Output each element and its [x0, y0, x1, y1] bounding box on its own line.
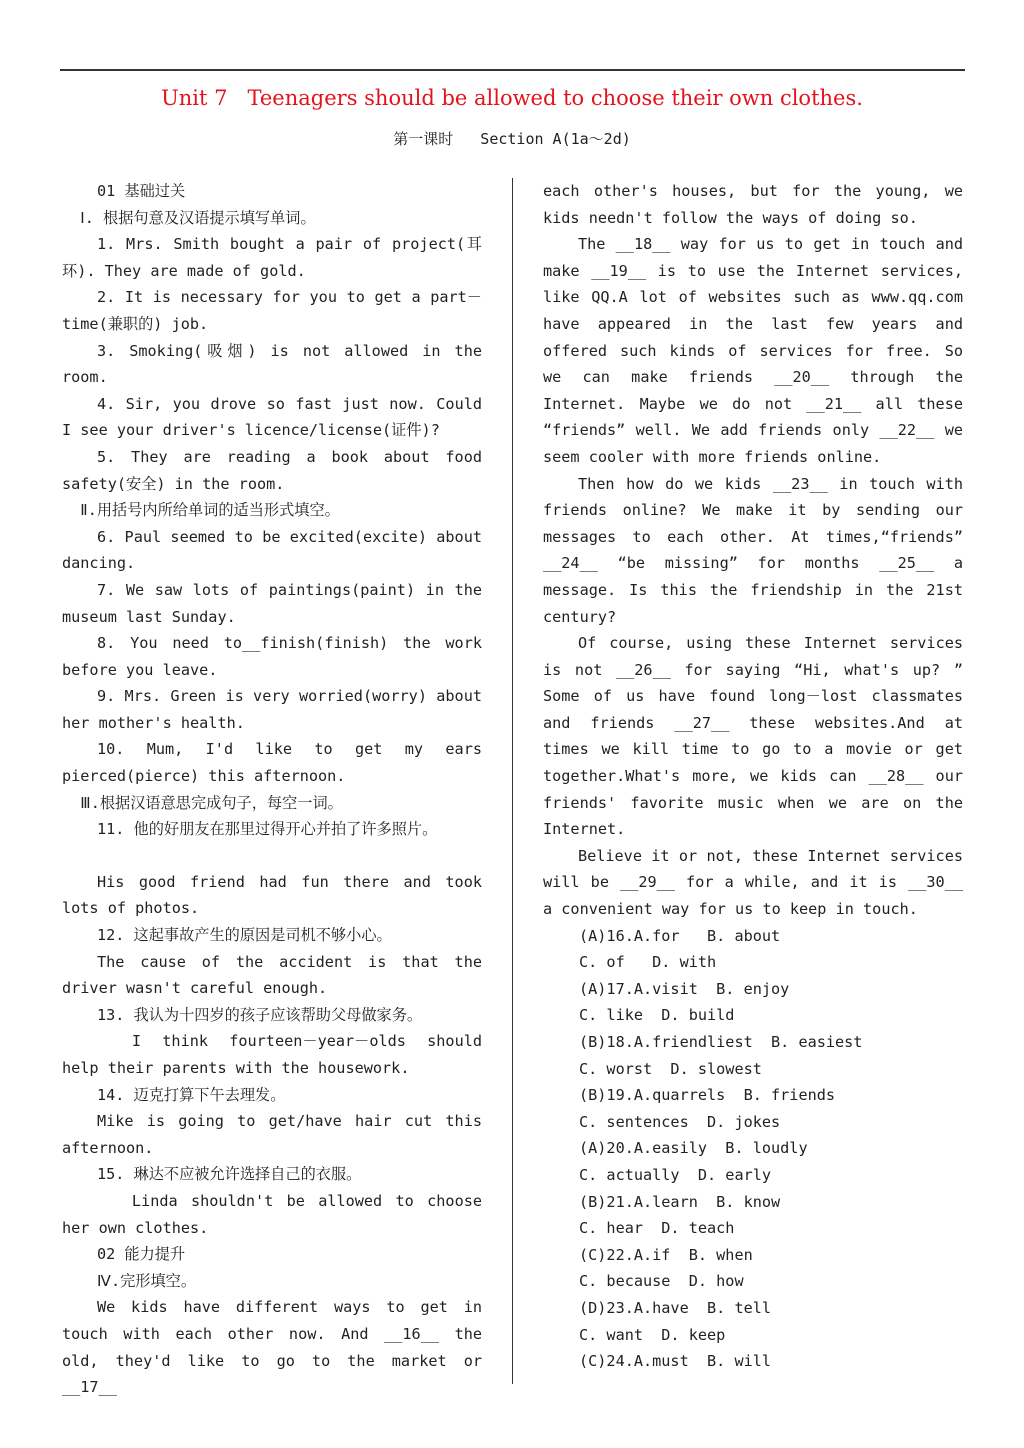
question-13: 13. 我认为十四岁的孩子应该帮助父母做家务。	[96, 1005, 423, 1024]
column-divider	[512, 178, 513, 1384]
header-rule	[60, 69, 965, 71]
option-line: (A)20.A.easily B. loudly	[579, 1139, 808, 1158]
passage-paragraph-5: Believe it or not, these Internet services will be __29__ for a while, and it is __30__ a convenient way for us to keep in touch.	[543, 846, 963, 919]
question-2: 2. It is necessary for you to get a part－time(兼职的) job.	[62, 288, 482, 333]
option-line: (B)18.A.friendliest B. easiest	[579, 1033, 863, 1051]
part-heading-2: Ⅱ.用括号内所给单词的适当形式填空。	[80, 501, 340, 520]
option-line: C. want D. keep	[579, 1325, 726, 1344]
question-3: 3. Smoking(吸烟) is not allowed in the room.	[62, 341, 482, 387]
option-line: C. because D. how	[579, 1272, 744, 1291]
option-line: C. of D. with	[579, 953, 717, 972]
section-heading-advanced: 02 能力提升	[96, 1245, 186, 1264]
option-line: (A)16.A.for B. about	[579, 926, 781, 945]
section-heading-basic: 01 基础过关	[96, 182, 186, 200]
question-12: 12. 这起事故产生的原因是司机不够小心。	[96, 926, 392, 945]
part-heading-1: Ⅰ. 根据句意及汉语提示填写单词。	[80, 208, 316, 227]
answer-14: Mike is going to get/have hair cut this afternoon.	[62, 1112, 482, 1157]
option-line: C. like D. build	[579, 1006, 735, 1025]
option-line: (B)19.A.quarrels B. friends	[579, 1086, 836, 1105]
option-line: (C)24.A.must B. will	[579, 1352, 772, 1371]
answer-13: I think fourteen－year－olds should help their parents with the housework.	[62, 1032, 482, 1077]
option-line: (B)21.A.learn B. know	[579, 1192, 781, 1211]
option-line: C. hear D. teach	[579, 1219, 735, 1238]
passage-paragraph-4: Of course, using these Internet services is not __26__ for saying “Hi, what's up? ” Some of us have found long－lost classmates and friends __27__ these websites.And at times we kill time to go to a movie or get together.What's more, we kids can __28__ our friends' favorite music when we are on the Internet.	[543, 634, 963, 839]
passage-paragraph-2: The __18__ way for us to get in touch and make __19__ is to use the Internet services, like QQ.A lot of websites such as www.qq.com have appeared in the last few years and offered such kinds of services for free. So we can make friends __20__ through the Internet. Maybe we do not __21__ all these “friends” well. We add friends only __22__ we seem cooler with more friends online.	[543, 235, 963, 466]
page-title: Unit 7 Teenagers should be allowed to choose their own clothes.	[161, 86, 863, 110]
spacer	[62, 843, 482, 869]
question-14: 14. 迈克打算下午去理发。	[96, 1085, 286, 1104]
part-heading-4: Ⅳ.完形填空。	[96, 1271, 197, 1290]
option-line: C. sentences D. jokes	[579, 1112, 781, 1131]
question-4: 4. Sir, you drove so fast just now. Could I see your driver's licence/license(证件)?	[62, 394, 482, 440]
question-9: 9. Mrs. Green is very worried(worry) about her mother's health.	[62, 687, 482, 732]
option-line: C. actually D. early	[579, 1165, 772, 1184]
option-line: (C)22.A.if B. when	[579, 1245, 753, 1264]
question-8: 8. You need to__finish(finish) the work before you leave.	[62, 634, 482, 679]
part-heading-3: Ⅲ.根据汉语意思完成句子，每空一词。	[80, 793, 343, 812]
passage-paragraph-1: We kids have different ways to get in touch with each other now. And __16__ the old, they'd like to go to the market or __17__	[62, 1298, 482, 1397]
question-1: 1. Mrs. Smith bought a pair of project(耳环). They are made of gold.	[62, 235, 482, 280]
option-line: (D)23.A.have B. tell	[579, 1298, 772, 1317]
question-10: 10. Mum, I'd like to get my ears pierced(pierce) this afternoon.	[62, 740, 482, 786]
question-11: 11. 他的好朋友在那里过得开心并拍了许多照片。	[96, 820, 438, 839]
question-15: 15. 琳达不应被允许选择自己的衣服。	[96, 1165, 362, 1184]
right-column	[543, 178, 963, 1375]
page-subtitle: 第一课时 Section A(1a～2d)	[393, 130, 631, 148]
answer-11: His good friend had fun there and took lots of photos.	[62, 872, 482, 918]
option-line: C. worst D. slowest	[579, 1059, 762, 1078]
answer-12: The cause of the accident is that the driver wasn't careful enough.	[62, 952, 482, 998]
passage-paragraph-3: Then how do we kids __23__ in touch with friends online? We make it by sending our messages to each other. At times,“friends” __24__ “be missing” for months __25__ a message. Is this the friendship in the 21st century?	[543, 474, 963, 626]
question-7: 7. We saw lots of paintings(paint) in the museum last Sunday.	[62, 580, 482, 626]
question-5: 5. They are reading a book about food safety(安全) in the room.	[62, 447, 482, 493]
passage-paragraph-1-cont: each other's houses, but for the young, we kids needn't follow the ways of doing so.	[543, 182, 963, 227]
left-column	[62, 178, 482, 1401]
option-line: (A)17.A.visit B. enjoy	[579, 979, 790, 998]
answer-15: Linda shouldn't be allowed to choose her own clothes.	[62, 1191, 482, 1237]
question-6: 6. Paul seemed to be excited(excite) about dancing.	[62, 527, 482, 573]
